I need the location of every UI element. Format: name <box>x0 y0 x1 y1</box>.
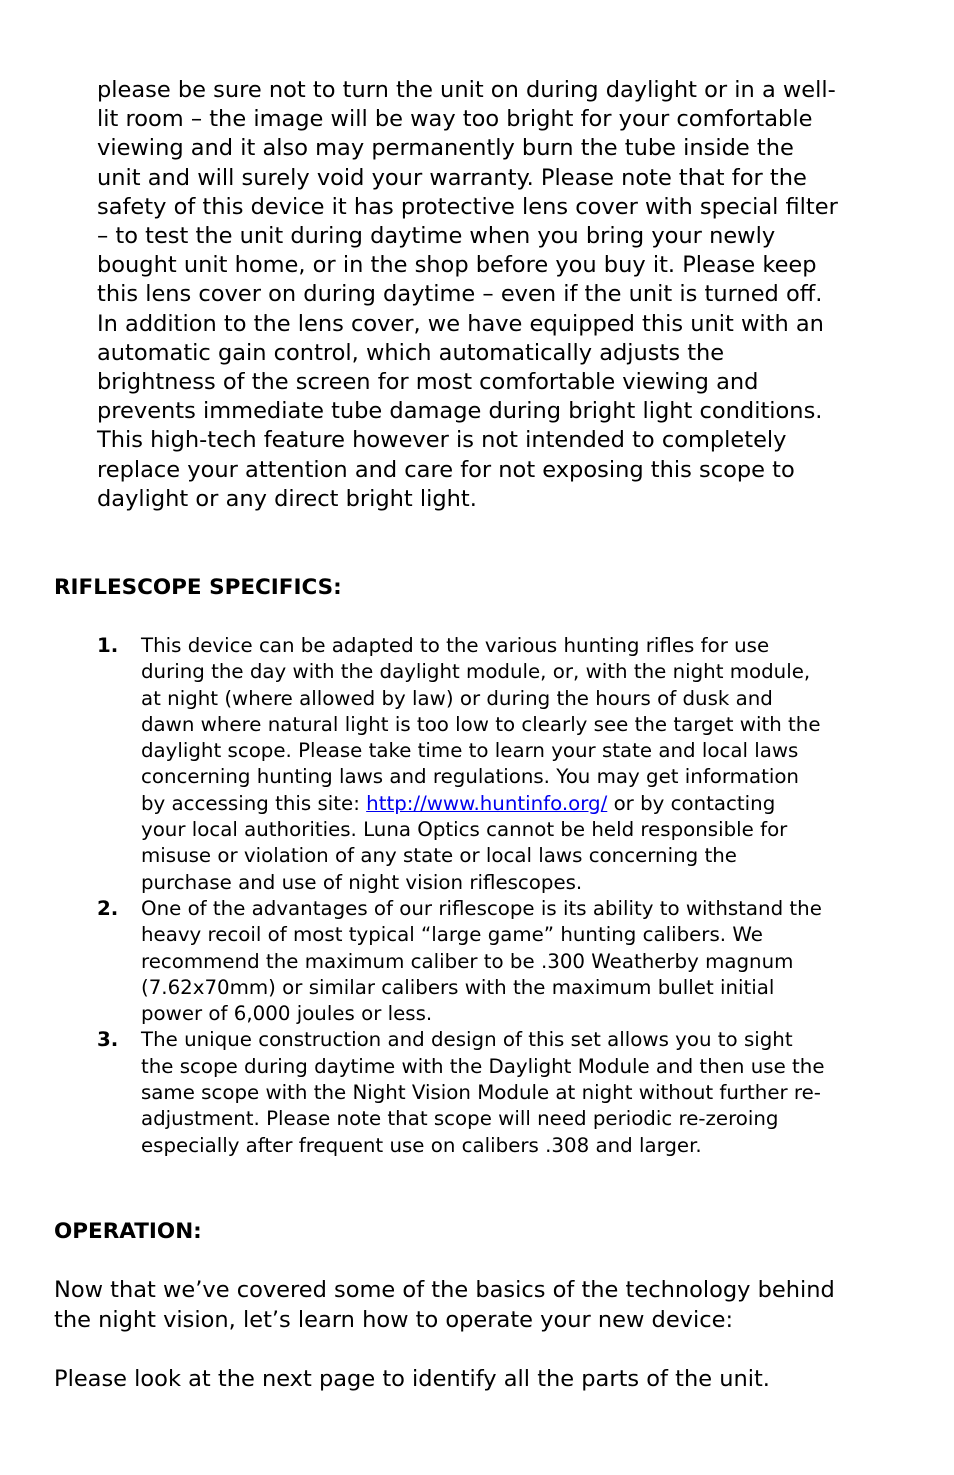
list-item-line: recommend the maximum caliber to be .300 Weatherby magnum <box>141 949 794 973</box>
list-item-line: same scope with the Night Vision Module at night without further re- <box>141 1081 821 1105</box>
list-item-line: The unique construction and design of this set allows you to sight <box>141 1028 793 1052</box>
list-item-line: One of the advantages of our riflescope is its ability to withstand the <box>141 896 822 920</box>
intro-line: automatic gain control, which automatically adjusts the <box>97 339 725 366</box>
list-item <box>97 1027 907 1158</box>
operation-heading: OPERATION: <box>54 1219 202 1244</box>
list-item-line: at night (where allowed by law) or during the hours of dusk and <box>141 686 773 710</box>
intro-line: – to test the unit during daytime when you bring your newly <box>97 223 776 250</box>
huntinfo-link[interactable]: http://www.huntinfo.org/ <box>366 791 608 815</box>
list-item-line: during the day with the daylight module, or, with the night module, <box>141 660 811 684</box>
list-item <box>97 633 907 896</box>
riflescope-specifics-list <box>97 633 907 1159</box>
link-suffix-text: or by contacting <box>607 791 776 815</box>
list-item-line-with-link <box>141 791 907 817</box>
list-item <box>97 896 907 1027</box>
intro-line: unit and will surely void your warranty. Please note that for the <box>97 164 807 191</box>
operation-intro-line: Now that we’ve covered some of the basics of the technology behind <box>54 1277 835 1303</box>
list-item-line: dawn where natural light is too low to clearly see the target with the <box>141 712 821 736</box>
intro-line: daylight or any direct bright light. <box>97 485 477 512</box>
list-item-line: (7.62x70mm) or similar calibers with the maximum bullet initial <box>141 975 775 999</box>
list-item-number: 3. <box>97 1028 119 1052</box>
list-item-line: daylight scope. Please take time to learn your state and local laws <box>141 739 799 763</box>
operation-intro-paragraph <box>54 1276 914 1336</box>
intro-line: bought unit home, or in the shop before you buy it. Please keep <box>97 252 817 279</box>
intro-line: brightness of the screen for most comfortable viewing and <box>97 369 759 396</box>
list-item-line: your local authorities. Luna Optics cannot be held responsible for <box>141 818 788 842</box>
intro-line: replace your attention and care for not exposing this scope to <box>97 456 795 483</box>
intro-line: In addition to the lens cover, we have equipped this unit with an <box>97 310 824 337</box>
intro-line: viewing and it also may permanently burn the tube inside the <box>97 135 794 162</box>
list-item-line: especially after frequent use on calibers .308 and larger. <box>141 1133 702 1157</box>
intro-line: lit room – the image will be way too bright for your comfortable <box>97 106 813 133</box>
intro-line: prevents immediate tube damage during bright light conditions. <box>97 398 823 425</box>
next-page-paragraph <box>54 1365 914 1395</box>
link-prefix-text: by accessing this site: <box>141 791 367 815</box>
intro-line: this lens cover on during daytime – even if the unit is turned off. <box>97 281 823 308</box>
riflescope-specifics-heading: RIFLESCOPE SPECIFICS: <box>54 575 342 600</box>
list-item-line: heavy recoil of most typical “large game” hunting calibers. We <box>141 923 763 947</box>
intro-paragraph <box>97 76 907 514</box>
list-item-line: adjustment. Please note that scope will need periodic re-zeroing <box>141 1107 779 1131</box>
next-page-line: Please look at the next page to identify all the parts of the unit. <box>54 1366 770 1392</box>
list-item-number: 1. <box>97 634 119 657</box>
list-item-line: power of 6,000 joules or less. <box>141 1002 433 1026</box>
operation-intro-line: the night vision, let’s learn how to operate your new device: <box>54 1306 734 1333</box>
intro-line: please be sure not to turn the unit on during daylight or in a well- <box>97 77 836 103</box>
list-item-line: the scope during daytime with the Daylight Module and then use the <box>141 1054 825 1078</box>
list-item-line: concerning hunting laws and regulations. You may get information <box>141 765 799 789</box>
list-item-line: misuse or violation of any state or local laws concerning the <box>141 844 737 868</box>
list-item-number: 2. <box>97 896 119 920</box>
list-item-line: This device can be adapted to the various hunting rifles for use <box>141 634 770 657</box>
intro-line: This high-tech feature however is not intended to completely <box>97 427 787 454</box>
intro-line: safety of this device it has protective lens cover with special filter <box>97 193 838 220</box>
list-item-line: purchase and use of night vision riflescopes. <box>141 870 583 894</box>
